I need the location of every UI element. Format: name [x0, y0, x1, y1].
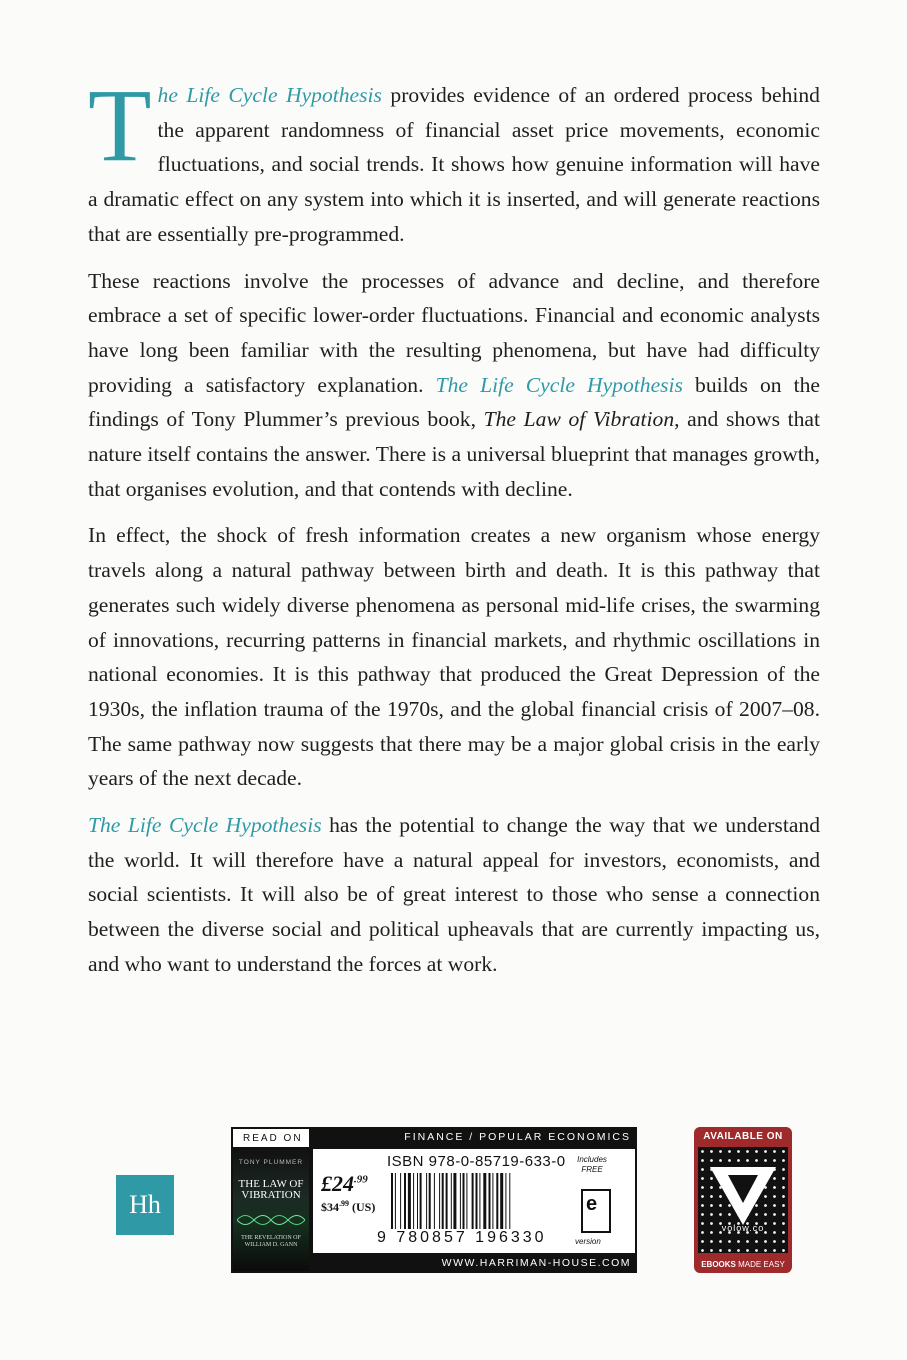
- book-title-inline: The Life Cycle Hypothesis: [88, 813, 322, 838]
- barcode-bar: [408, 1173, 411, 1229]
- paragraph-text: These reactions involve the processes of advance and decline, and therefore embrace a set of specific lower-order fluctuations. Financial and economic analysts have long been familiar with the resulting phenomena, but have had difficulty providing a satisfactory explanation.: [88, 268, 820, 397]
- paragraph-4: [88, 808, 820, 982]
- paragraph-text: builds on the findings of Tony Plummer’s previous book,: [88, 372, 821, 432]
- barcode-bar: [446, 1173, 448, 1229]
- barcode-bar: [489, 1173, 491, 1229]
- drop-cap: T: [88, 68, 152, 183]
- price-gbp: $£24^{.99}$: [321, 1171, 368, 1196]
- barcode-bar: [476, 1173, 478, 1229]
- book-title-inline: The Life Cycle Hypothesis: [435, 372, 683, 397]
- barcode-bar: [463, 1173, 465, 1229]
- paragraph-text: , and shows that nature itself contains the answer. There is a universal blueprint that manages growth, that organises evolution, and that contends with decline.: [88, 407, 820, 501]
- mini-book-cover: [233, 1149, 309, 1271]
- barcode-bar: [404, 1173, 406, 1229]
- barcode-bar: [496, 1173, 498, 1229]
- barcode-bar: [413, 1173, 414, 1229]
- book-title-inline: he Life Cycle Hypothesis: [157, 83, 382, 107]
- paragraph-text: has the potential to change the way that we understand the world. It will therefore have a natural appeal for investors, economists, and social scientists. It will also be of great interest to those who sense a connection between the diverse social and political upheavals that are currently impacting us, and who want to understand the forces at work.: [88, 813, 821, 976]
- isbn-digits: 9 780857 196330: [377, 1229, 547, 1246]
- price-barcode-box: [313, 1149, 635, 1253]
- mini-cover-subtitle: THE REVELATION OF WILLIAM D. GANN: [241, 1235, 301, 1248]
- ebook-icon: e: [581, 1189, 611, 1233]
- barcode-bar: [500, 1173, 503, 1229]
- barcode-bar: [417, 1173, 418, 1229]
- category-label: FINANCE / POPULAR ECONOMICS: [404, 1131, 631, 1143]
- barcode-bar: [492, 1173, 493, 1229]
- barcode-bar: [483, 1173, 486, 1229]
- barcode-bar: [472, 1173, 474, 1229]
- volow-badge: [694, 1127, 792, 1273]
- isbn-text: ISBN 978-0-85719-633-0: [387, 1153, 566, 1170]
- volow-url: volow.co: [721, 1223, 765, 1233]
- paragraph-1: [88, 68, 820, 252]
- wave-icon: [237, 1211, 305, 1229]
- paragraph-3: In effect, the shock of fresh information creates a new organism whose energy travels along a natural pathway between birth and death. It is this pathway that generates such widely diverse phenomena as personal mid-life crises, the swarming of innovations, recurring patterns in financial markets, and rhythmic oscillations in national economies. It is this pathway that produced the Great Depression of the 1930s, the inflation trauma of the 1970s, and the global financial crisis of 2007–08. The same pathway now suggests that there may be a major global crisis in the early years of the next decade.: [88, 523, 820, 791]
- barcode-bar: [479, 1173, 480, 1229]
- barcode-bar: [395, 1173, 396, 1229]
- barcode-panel: [231, 1127, 637, 1273]
- includes-free-label: Includes FREE: [577, 1155, 607, 1174]
- publisher-logo: Hh: [116, 1175, 174, 1235]
- barcode-bar: [505, 1173, 506, 1229]
- mini-cover-author: TONY PLUMMER: [238, 1159, 304, 1166]
- barcode-bar: [509, 1173, 510, 1229]
- paragraph-2: [88, 264, 820, 507]
- barcode-bar: [439, 1173, 440, 1229]
- barcode-bar: [466, 1173, 467, 1229]
- previous-book-title: The Law of Vibration: [483, 407, 675, 432]
- paragraph-text: provides evidence of an ordered process behind the apparent randomness of financial asset price movements, economic fluctuations, and social trends. It shows how genuine information will have a dramatic effect on any system into which it is inserted, and will generate reactions that are essentially pre-programmed.: [88, 83, 820, 246]
- read-on-label: READ ON: [233, 1129, 309, 1147]
- barcode-icon: [389, 1173, 557, 1229]
- ebooks-made-easy-label: EBOOKS MADE EASY: [701, 1260, 785, 1269]
- barcode-bar: [420, 1173, 422, 1229]
- triangle-logo-icon: [706, 1161, 780, 1231]
- barcode-bar: [451, 1173, 452, 1229]
- back-cover-text: [88, 68, 821, 994]
- barcode-bar: [460, 1173, 461, 1229]
- barcode-bar: [442, 1173, 444, 1229]
- price-usd: $\$34^{.99}$ (US): [321, 1199, 376, 1214]
- volow-dot-pattern: [698, 1147, 788, 1253]
- website-label: WWW.HARRIMAN-HOUSE.COM: [441, 1257, 631, 1269]
- barcode-bar: [434, 1173, 435, 1229]
- barcode-bar: [391, 1173, 393, 1229]
- barcode-bar: [426, 1173, 427, 1229]
- mini-cover-title: THE LAW OF VIBRATION: [238, 1178, 304, 1201]
- barcode-bar: [400, 1173, 401, 1229]
- version-label: version: [575, 1237, 601, 1246]
- barcode-bar: [453, 1173, 456, 1229]
- available-on-label: AVAILABLE ON: [703, 1131, 783, 1142]
- barcode-bar: [429, 1173, 431, 1229]
